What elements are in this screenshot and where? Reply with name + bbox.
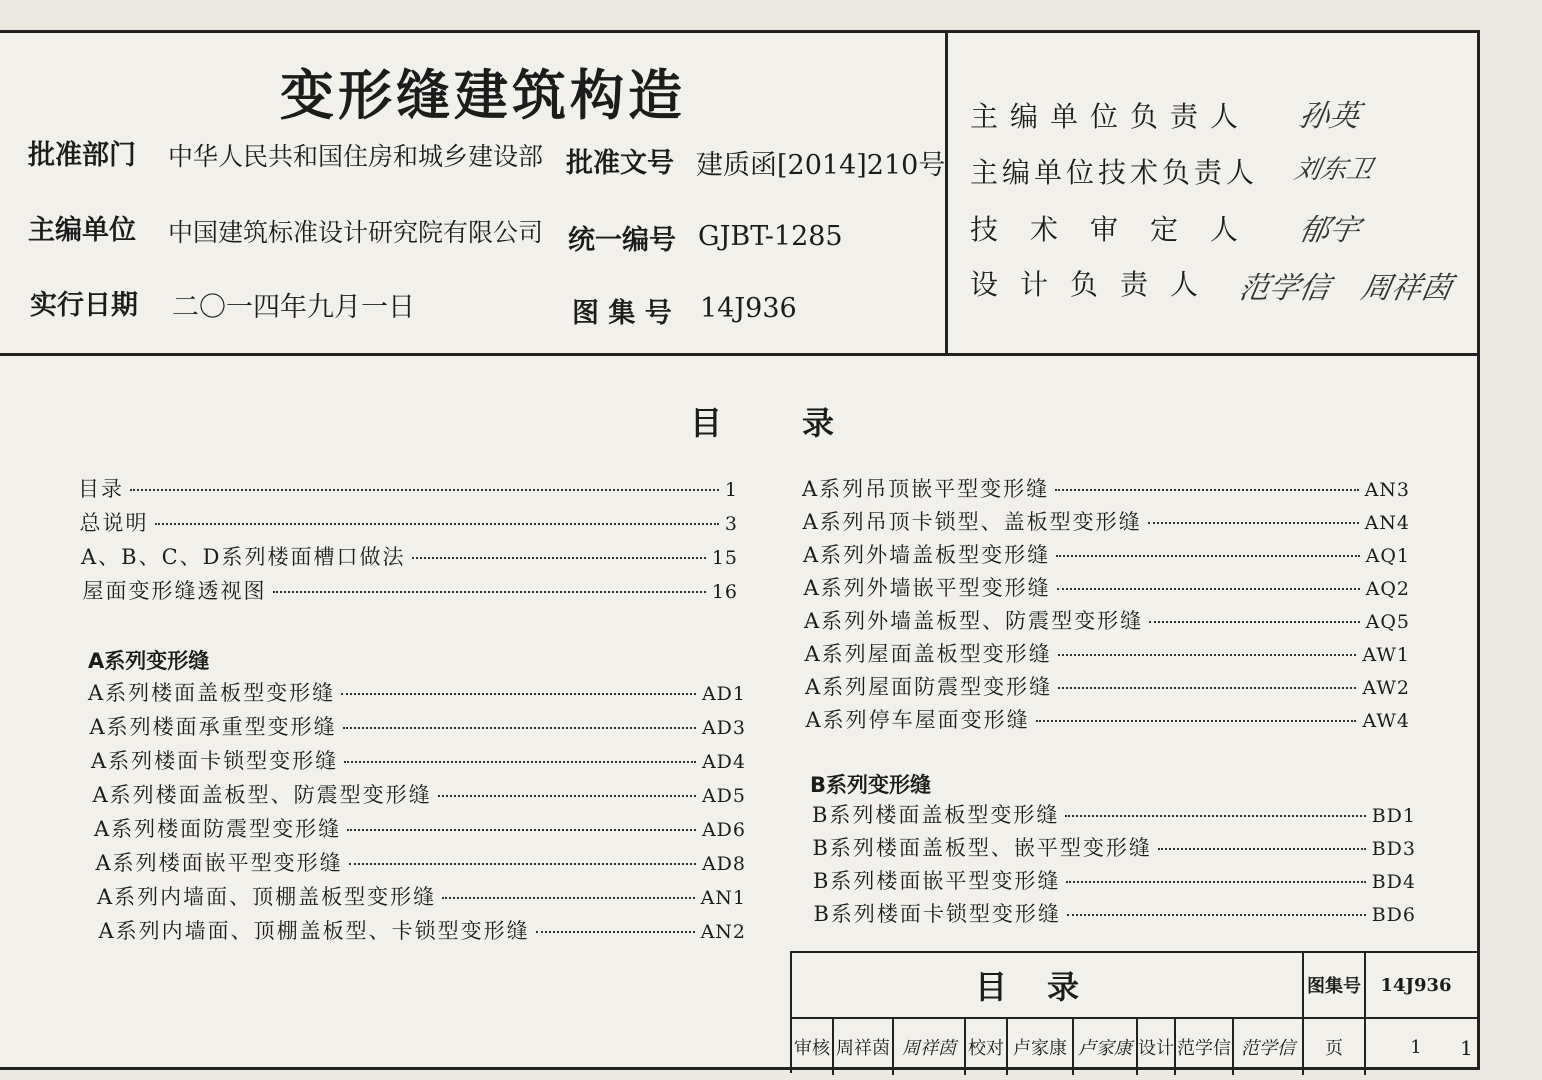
- toc-leader-dots: [1055, 489, 1358, 491]
- toc-item: [813, 865, 1416, 895]
- toc-item-page: AD1: [701, 683, 746, 705]
- approve-doc: 建质函[2014]210号: [696, 150, 946, 181]
- header-divider: [0, 353, 1477, 356]
- sig-label-design-lead: 设计负责人: [970, 268, 1221, 301]
- toc-item-page: 3: [724, 513, 738, 535]
- toc-item-label: B系列楼面盖板型、嵌平型变形缝: [812, 836, 1152, 860]
- tb-vline: [1006, 1017, 1008, 1075]
- toc-item-page: AW4: [1362, 710, 1410, 732]
- toc-item-page: AN1: [700, 887, 746, 909]
- toc-leader-dots: [155, 523, 719, 525]
- signature-chief-unit: 孙英: [1296, 99, 1363, 134]
- section-a-title: A系列变形缝: [88, 649, 210, 673]
- sig-label-tech-chief: 主编单位技术负责人: [970, 156, 1259, 189]
- toc-leader-dots: [1065, 815, 1365, 817]
- section-b-title: B系列变形缝: [810, 773, 932, 797]
- title-block-page: 1: [1410, 1036, 1422, 1058]
- toc-item-label: 屋面变形缝透视图: [82, 579, 267, 603]
- document-title: 变形缝建筑构造: [280, 64, 686, 127]
- signature-design-lead-a: 范学信: [1236, 271, 1333, 306]
- toc-item-page: 1: [724, 479, 738, 501]
- toc-item: [806, 704, 1411, 734]
- toc-leader-dots: [343, 727, 696, 729]
- tb-vline: [1136, 1017, 1138, 1075]
- reviewer-signature: 周祥茵: [902, 1038, 956, 1059]
- title-block-atlas-no: 14J936: [1380, 974, 1452, 996]
- toc-item: [804, 605, 1410, 635]
- toc-item: [80, 507, 739, 537]
- toc-item: [78, 473, 738, 503]
- toc-leader-dots: [536, 931, 695, 933]
- toc-item-label: B系列楼面盖板型变形缝: [812, 803, 1060, 827]
- toc-item-page: BD1: [1371, 805, 1416, 827]
- tb-vline: [964, 1017, 966, 1075]
- toc-leader-dots: [1066, 881, 1365, 883]
- toc-item-page: AN2: [700, 921, 746, 943]
- tb-vline: [1072, 1017, 1074, 1075]
- toc-item: [88, 677, 746, 707]
- review-label: 审核: [794, 1038, 830, 1059]
- designer-signature: 范学信: [1241, 1038, 1295, 1059]
- toc-leader-dots: [341, 693, 696, 695]
- toc-item-page: AQ2: [1365, 578, 1410, 600]
- toc-item-label: B系列楼面卡锁型变形缝: [813, 902, 1061, 926]
- title-block-title: 目录: [974, 968, 1119, 1006]
- title-block: [790, 951, 1480, 1073]
- toc-item-page: 15: [711, 547, 738, 569]
- tb-vline: [832, 1017, 834, 1075]
- sig-label-chief-unit: 主编单位负责人: [970, 100, 1251, 133]
- toc-item-label: A系列楼面盖板型变形缝: [88, 681, 336, 705]
- toc-item-label: A、B、C、D系列楼面槽口做法: [81, 545, 406, 569]
- toc-item: [813, 832, 1417, 862]
- tb-vline: [1174, 1017, 1176, 1075]
- atlas-no: 14J936: [700, 293, 797, 324]
- toc-item-label: A系列楼面卡锁型变形缝: [91, 749, 339, 773]
- toc-item-page: 16: [711, 581, 738, 603]
- signature-tech-review: 郁宇: [1296, 213, 1363, 248]
- toc-leader-dots: [1058, 654, 1357, 656]
- toc-leader-dots: [1057, 588, 1360, 590]
- toc-item-label: A系列内墙面、顶棚盖板型变形缝: [97, 885, 437, 909]
- toc-item-page: AW1: [1362, 644, 1410, 666]
- toc-item: [81, 541, 738, 571]
- checker-name: 卢家康: [1013, 1038, 1067, 1059]
- toc-item-page: AD8: [701, 853, 746, 875]
- toc-item: [97, 881, 746, 911]
- toc-item: [802, 473, 1410, 503]
- tb-vline: [1302, 953, 1304, 1075]
- toc-leader-dots: [1067, 914, 1366, 916]
- toc-item-label: A系列屋面盖板型变形缝: [804, 642, 1052, 666]
- toc-item-page: AD3: [701, 717, 746, 739]
- editor-unit-label: 主编单位: [28, 215, 136, 246]
- approve-dept: 中华人民共和国住房和城乡建设部: [168, 142, 544, 171]
- toc-leader-dots: [438, 795, 696, 797]
- toc-item: [803, 539, 1410, 569]
- toc-leader-dots: [1149, 621, 1359, 623]
- toc-item: [91, 745, 746, 775]
- toc-leader-dots: [273, 591, 706, 593]
- approve-dept-label: 批准部门: [28, 140, 136, 171]
- toc-leader-dots: [1148, 522, 1359, 524]
- header-vertical-divider: [945, 33, 948, 355]
- toc-item-page: AD5: [701, 785, 746, 807]
- toc-item: [94, 813, 746, 843]
- toc-item-label: A系列楼面盖板型、防震型变形缝: [92, 783, 432, 807]
- approve-doc-label: 批准文号: [566, 148, 674, 179]
- toc-item-label: A系列屋面防震型变形缝: [805, 675, 1053, 699]
- toc-item-page: AQ1: [1365, 545, 1410, 567]
- signature-tech-chief: 刘东卫: [1291, 155, 1376, 185]
- toc-item-page: BD3: [1371, 838, 1416, 860]
- toc-leader-dots: [442, 897, 694, 899]
- checker-signature: 卢家康: [1078, 1038, 1132, 1059]
- effective-date: 二〇一四年九月一日: [172, 292, 415, 323]
- toc-item-page: AD6: [701, 819, 746, 841]
- unified-no-label: 统一编号: [568, 225, 676, 256]
- toc-leader-dots: [1036, 720, 1357, 722]
- toc-item-label: A系列停车屋面变形缝: [805, 708, 1030, 732]
- design-label: 设计: [1138, 1038, 1174, 1059]
- toc-item-page: AQ5: [1365, 611, 1410, 633]
- check-label: 校对: [968, 1038, 1004, 1059]
- toc-item: [90, 711, 747, 741]
- page-number: 1: [1460, 1036, 1473, 1060]
- toc-item-label: A系列外墙盖板型变形缝: [803, 543, 1051, 567]
- designer-name: 范学信: [1177, 1038, 1231, 1059]
- toc-item: [96, 847, 747, 877]
- effective-date-label: 实行日期: [30, 290, 138, 321]
- toc-item-page: AW2: [1362, 677, 1410, 699]
- toc-item: [804, 572, 1411, 602]
- toc-item-page: AN3: [1364, 479, 1410, 501]
- unified-no: GJBT-1285: [698, 221, 843, 252]
- toc-item: [83, 575, 739, 605]
- toc-item: [805, 671, 1410, 701]
- toc-leader-dots: [1158, 848, 1366, 850]
- tb-vline: [892, 1017, 894, 1075]
- toc-item-label: A系列外墙嵌平型变形缝: [803, 576, 1051, 600]
- tb-vline: [1232, 1017, 1234, 1075]
- sig-label-tech-review: 技术审定人: [970, 213, 1271, 246]
- drawing-sheet: [0, 30, 1480, 1070]
- editor-unit: 中国建筑标准设计研究院有限公司: [168, 218, 544, 247]
- toc-item: [805, 638, 1411, 668]
- toc-item: [803, 506, 1411, 536]
- toc-item-page: BD4: [1371, 871, 1416, 893]
- toc-item-page: BD6: [1371, 904, 1416, 926]
- toc-leader-dots: [347, 829, 696, 831]
- toc-item-label: 总说明: [79, 511, 149, 535]
- signature-design-lead-b: 周祥茵: [1358, 271, 1455, 306]
- toc-leader-dots: [130, 489, 719, 491]
- toc-item-label: A系列楼面嵌平型变形缝: [95, 851, 343, 875]
- toc-item-label: B系列楼面嵌平型变形缝: [813, 869, 1061, 893]
- toc-item-page: AN4: [1364, 512, 1410, 534]
- title-block-atlas-label: 图集号: [1307, 976, 1361, 997]
- reviewer-name: 周祥茵: [836, 1038, 890, 1059]
- toc-item-label: A系列吊顶嵌平型变形缝: [802, 477, 1050, 501]
- page-label: 页: [1325, 1038, 1343, 1059]
- tb-vline: [1364, 953, 1366, 1075]
- toc-item-label: A系列吊顶卡锁型、盖板型变形缝: [802, 510, 1142, 534]
- toc-item: [99, 915, 747, 945]
- toc-item-label: 目录: [78, 477, 124, 501]
- toc-item: [812, 799, 1416, 829]
- toc-item: [814, 898, 1417, 928]
- atlas-no-label: 图 集 号: [572, 298, 672, 329]
- toc-heading: 目录: [690, 404, 915, 442]
- toc-item-label: A系列外墙盖板型、防震型变形缝: [804, 609, 1144, 633]
- toc-item-label: A系列内墙面、顶棚盖板型、卡锁型变形缝: [98, 919, 530, 943]
- toc-item-label: A系列楼面承重型变形缝: [89, 715, 337, 739]
- toc-item: [93, 779, 747, 809]
- toc-leader-dots: [1056, 555, 1359, 557]
- toc-leader-dots: [1058, 687, 1356, 689]
- toc-item-page: AD4: [701, 751, 746, 773]
- toc-leader-dots: [349, 863, 696, 865]
- toc-leader-dots: [412, 557, 706, 559]
- toc-leader-dots: [344, 761, 696, 763]
- toc-item-label: A系列楼面防震型变形缝: [94, 817, 342, 841]
